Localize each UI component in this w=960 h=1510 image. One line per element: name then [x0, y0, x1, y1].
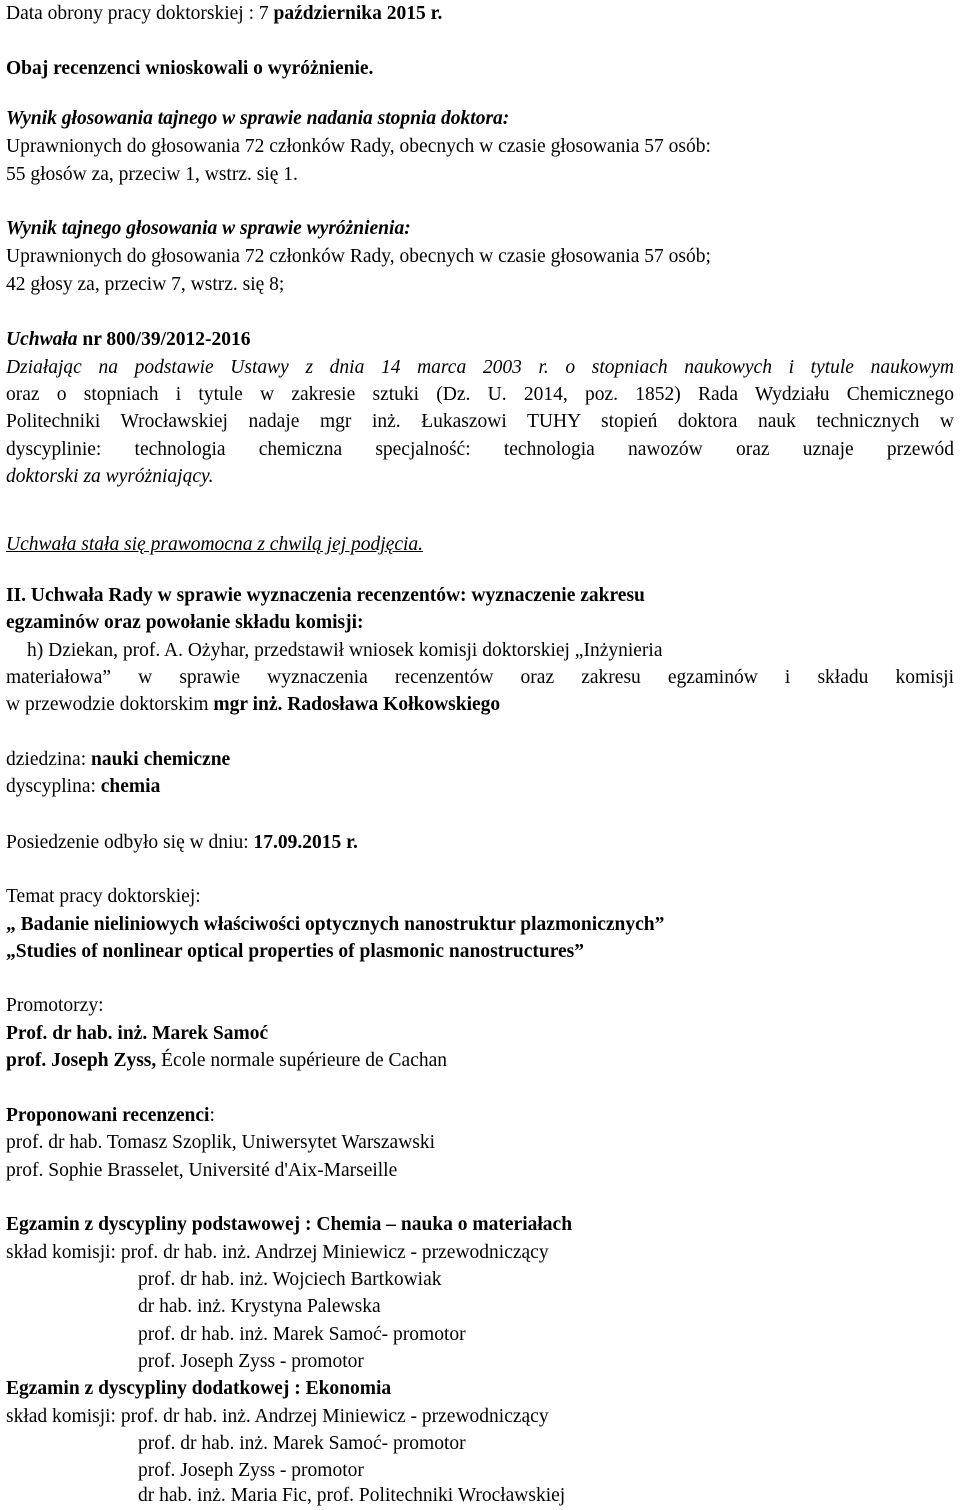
vote-distinction-line2: 42 głosy za, przeciw 7, wstrz. się 8; — [6, 274, 285, 295]
resolution-final-note: Uchwała stała się prawomocna z chwilą jej podjęcia. — [6, 534, 424, 555]
promoter-1: Prof. dr hab. inż. Marek Samoć — [6, 1023, 269, 1044]
meeting-date — [6, 829, 358, 856]
resolution-body-line3: Politechniki Wrocławskiej nadaje mgr inż. Łukaszowi TUHY stopień doktora nauk technicznych w — [6, 411, 954, 432]
exam-basic-member-2: prof. dr hab. inż. Wojciech Bartkowiak — [138, 1269, 442, 1290]
resolution-number: nr 800/39/2012-2016 — [77, 329, 251, 350]
resolution-title-italic: Uchwała — [6, 329, 78, 350]
thesis-title-pl: „ Badanie nieliniowych właściwości optycznych nanostruktur plazmonicznych” — [6, 914, 665, 935]
committee-label: skład komisji: — [6, 1406, 121, 1427]
vote-degree-line1: Uprawnionych do głosowania 72 członków Rady, obecnych w czasie głosowania 57 osób: — [6, 136, 711, 157]
resolution-body-line1: Działając na podstawie Ustawy z dnia 14 marca 2003 r. o stopniach naukowych i tytule naukowym — [6, 357, 954, 378]
exam-additional-member-4: dr hab. inż. Maria Fic, prof. Politechniki Wrocławskiej — [138, 1485, 566, 1506]
reviewers-label-colon: : — [209, 1105, 215, 1126]
section-ii-item-h-line3 — [6, 691, 500, 718]
discipline-value: chemia — [100, 776, 161, 797]
exam-basic-member-3: dr hab. inż. Krystyna Palewska — [138, 1296, 381, 1317]
section-ii-item-h-line2: materiałowa” w sprawie wyznaczenia recenzentów oraz zakresu egzaminów i składu komisji — [6, 667, 954, 688]
vote-distinction-title: Wynik tajnego głosowania w sprawie wyróżnienia: — [6, 218, 411, 239]
reviewer-1: prof. dr hab. Tomasz Szoplik, Uniwersytet Warszawski — [6, 1132, 436, 1153]
reviewer-2: prof. Sophie Brasselet, Université d'Aix-Marseille — [6, 1160, 398, 1181]
reviewers-label — [6, 1102, 215, 1129]
exam-basic-title: Egzamin z dyscypliny podstawowej : Chemia – nauka o materiałach — [6, 1214, 573, 1235]
exam-additional-member-3: prof. Joseph Zyss - promotor — [138, 1460, 364, 1481]
resolution-body-line2: oraz o stopniach i tytule w zakresie sztuki (Dz. U. 2014, poz. 1852) Rada Wydziału Chemicznego — [6, 384, 954, 405]
reviewers-label-text: Proponowani recenzenci — [6, 1105, 210, 1126]
vote-degree-title: Wynik głosowania tajnego w sprawie nadania stopnia doktora: — [6, 108, 510, 129]
promoter-2 — [6, 1047, 447, 1074]
promoter-2-affiliation: École normale supérieure de Cachan — [156, 1050, 448, 1071]
vote-distinction-line1: Uprawnionych do głosowania 72 członków Rady, obecnych w czasie głosowania 57 osób; — [6, 246, 711, 267]
exam-additional-title: Egzamin z dyscypliny dodatkowej : Ekonomia — [6, 1378, 392, 1399]
defense-date — [6, 0, 442, 27]
exam-basic-member-5: prof. Joseph Zyss - promotor — [138, 1351, 364, 1372]
exam-additional-member-1 — [6, 1403, 549, 1430]
committee-member: prof. dr hab. inż. Andrzej Miniewicz - przewodniczący — [120, 1242, 549, 1263]
field-discipline — [6, 773, 160, 800]
resolution-title — [6, 326, 251, 353]
section-ii-title-line1: II. Uchwała Rady w sprawie wyznaczenia recenzentów: wyznaczenie zakresu — [6, 585, 645, 606]
promoters-label: Promotorzy: — [6, 995, 104, 1016]
domain-value: nauki chemiczne — [91, 749, 231, 770]
discipline-label: dyscyplina: — [6, 776, 101, 797]
committee-label: skład komisji: — [6, 1242, 121, 1263]
exam-basic-member-4: prof. dr hab. inż. Marek Samoć- promotor — [138, 1324, 466, 1345]
resolution-body-line4: dyscyplinie: technologia chemiczna specjalność: technologia nawozów oraz uznaje przewód — [6, 439, 954, 460]
exam-basic-member-1 — [6, 1239, 549, 1266]
promoter-2-name: prof. Joseph Zyss, — [6, 1050, 157, 1071]
exam-additional-member-2: prof. dr hab. inż. Marek Samoć- promotor — [138, 1433, 466, 1454]
resolution-body-line5: doktorski za wyróżniający. — [6, 466, 214, 487]
defense-date-value: października 2015 r. — [273, 3, 443, 24]
thesis-label: Temat pracy doktorskiej: — [6, 886, 201, 907]
candidate-prefix: w przewodzie doktorskim — [6, 694, 214, 715]
thesis-title-en: „Studies of nonlinear optical properties of plasmonic nanostructures” — [6, 941, 584, 962]
vote-degree-line2: 55 głosów za, przeciw 1, wstrz. się 1. — [6, 164, 298, 185]
domain-label: dziedzina: — [6, 749, 91, 770]
meeting-date-value: 17.09.2015 r. — [253, 832, 358, 853]
section-ii-title-line2: egzaminów oraz powołanie składu komisji: — [6, 612, 364, 633]
defense-date-label: Data obrony pracy doktorskiej : 7 — [6, 3, 274, 24]
meeting-date-label: Posiedzenie odbyło się w dniu: — [6, 832, 254, 853]
reviewers-note: Obaj recenzenci wnioskowali o wyróżnienie. — [6, 58, 374, 79]
committee-member: prof. dr hab. inż. Andrzej Miniewicz - przewodniczący — [120, 1406, 549, 1427]
section-ii-item-h: h) Dziekan, prof. A. Ożyhar, przedstawił wniosek komisji doktorskiej „Inżynieria — [27, 640, 663, 661]
candidate-name: mgr inż. Radosława Kołkowskiego — [213, 694, 501, 715]
field-domain — [6, 746, 230, 773]
